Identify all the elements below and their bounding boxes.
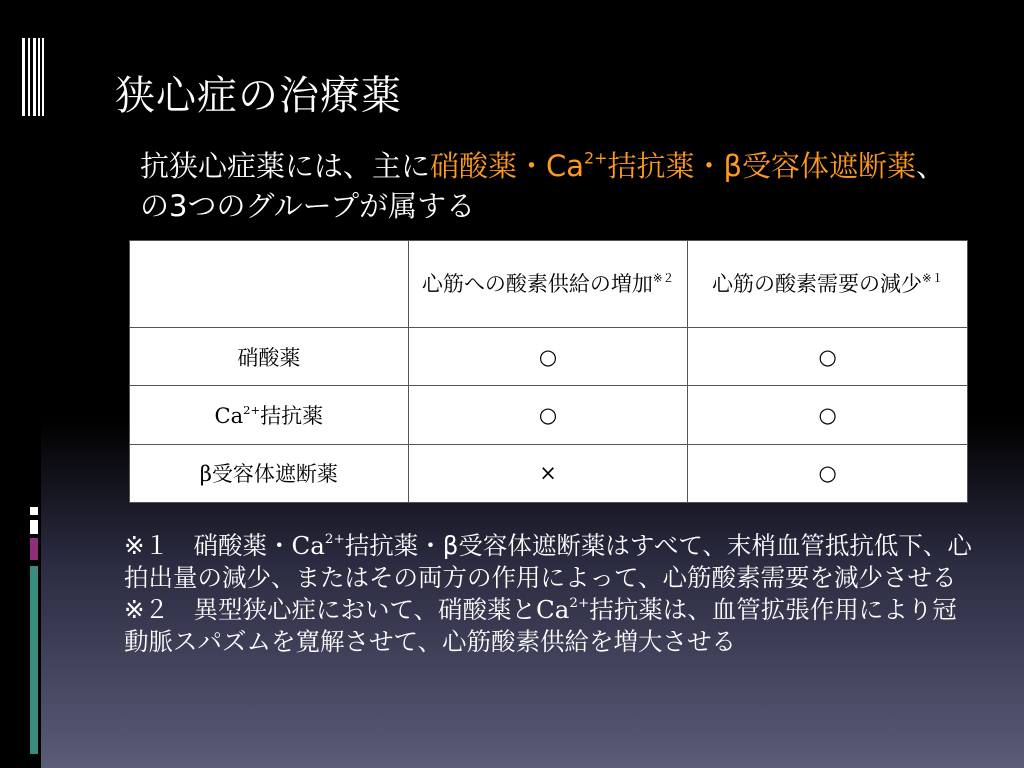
footnotes [124, 530, 974, 658]
side-accent-teal [30, 566, 38, 754]
footnote-2: ※２ 異型狭心症において、硝酸薬と$Ca^{2+}$拮抗薬は、血管拡張作用により冠動脈スパズムを寛解させて、心筋酸素供給を増大させる [124, 595, 957, 656]
intro-highlight-rest: 拮抗薬・β受容体遮断薬 [607, 149, 917, 183]
table-header-supply [408, 241, 688, 328]
table-row [130, 386, 968, 444]
table-row [130, 328, 968, 386]
intro-text [140, 146, 960, 226]
supply-cell: × [408, 444, 688, 502]
side-accent-magenta [30, 538, 38, 560]
drug-name-cell: β受容体遮断薬 [130, 444, 409, 502]
drug-comparison-table [129, 240, 968, 503]
drug-name-cell: $Ca^{2+}$拮抗薬 [130, 386, 409, 444]
supply-cell: ○ [408, 328, 688, 386]
intro-prefix: 抗狭心症薬には、主に [140, 149, 431, 183]
table-header-empty [130, 241, 409, 328]
header-supply-note: ※２ [652, 270, 675, 285]
demand-cell: ○ [688, 444, 968, 502]
demand-cell: ○ [688, 386, 968, 444]
header-demand-text: 心筋の酸素需要の減少 [712, 272, 923, 296]
side-accent-white [30, 507, 38, 515]
supply-cell: ○ [408, 386, 688, 444]
intro-suffix: 、の3つのグループが属する [140, 149, 946, 223]
footnote-1: ※１ 硝酸薬・$Ca^{2+}$拮抗薬・β受容体遮断薬はすべて、末梢血管抵抗低下、心拍出量の減少、またはその両方の作用によって、心筋酸素需要を減少させる [124, 531, 972, 592]
slide-title: 狭心症の治療薬 [115, 73, 402, 119]
table-header-row [130, 241, 968, 328]
header-supply-text: 心筋への酸素供給の増加 [421, 272, 653, 296]
drug-name-cell: 硝酸薬 [130, 328, 409, 386]
side-accent-white-2 [30, 520, 38, 534]
intro-highlight-nitrate: 硝酸薬・Ca [430, 149, 585, 183]
decorative-vertical-lines [22, 38, 44, 116]
demand-cell: ○ [688, 328, 968, 386]
intro-highlight-sup: 2+ [584, 148, 608, 168]
table-header-demand [688, 241, 968, 328]
header-demand-note: ※１ [922, 270, 944, 285]
table-row [130, 444, 968, 502]
